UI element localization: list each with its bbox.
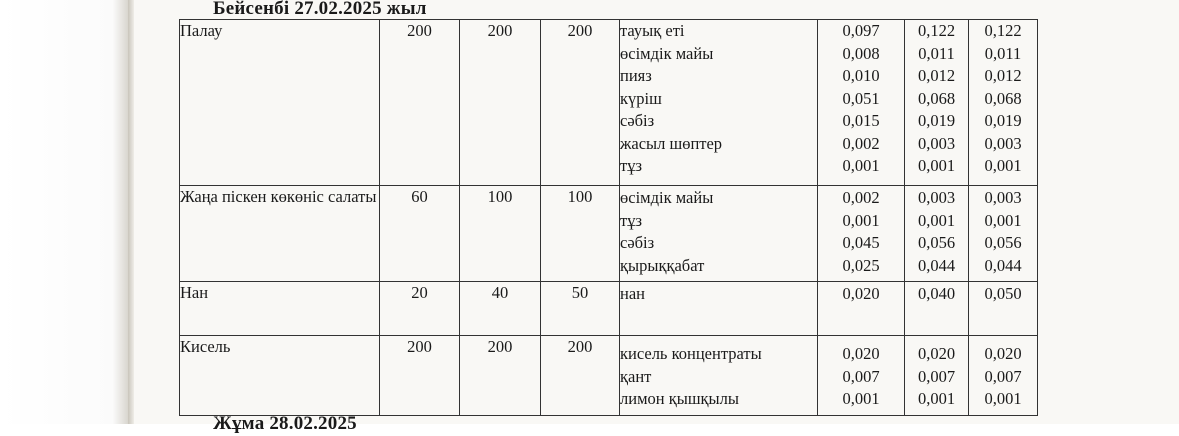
portion-n1: 200 xyxy=(380,336,460,416)
quantity-v1-cell xyxy=(818,282,905,336)
quantity-value: 0,010 xyxy=(842,66,880,85)
quantity-value: 0,001 xyxy=(842,210,880,230)
portion-n3: 100 xyxy=(541,186,620,282)
quantity-v2-cell xyxy=(905,336,969,416)
quantity-v2-cell xyxy=(905,282,969,336)
quantity-value: 0,007 xyxy=(842,366,880,386)
quantity-value: 0,003 xyxy=(917,133,956,153)
quantity-v3-cell xyxy=(969,186,1038,282)
quantity-value: 0,001 xyxy=(917,210,956,230)
dish-name: Кисель xyxy=(180,336,380,416)
portion-n3: 200 xyxy=(541,20,620,186)
quantity-value: 0,003 xyxy=(917,188,956,207)
portion-n2: 100 xyxy=(460,186,541,282)
ingredient-name: тұз xyxy=(620,210,642,230)
quantity-value: 0,040 xyxy=(917,284,956,303)
portion-n1: 20 xyxy=(380,282,460,336)
ingredients-cell xyxy=(620,282,818,336)
quantity-value: 0,015 xyxy=(842,111,880,130)
ingredient-name: лимон қышқылы xyxy=(620,389,739,408)
quantity-value: 0,001 xyxy=(984,156,1022,175)
quantity-value: 0,020 xyxy=(842,284,880,303)
quantity-value: 0,020 xyxy=(984,344,1022,363)
quantity-value: 0,003 xyxy=(984,133,1022,153)
quantity-value: 0,011 xyxy=(984,43,1022,63)
dish-name: Нан xyxy=(180,282,380,336)
portion-n2: 200 xyxy=(460,20,541,186)
ingredients-cell xyxy=(620,20,818,186)
quantity-value: 0,097 xyxy=(842,21,880,40)
quantity-value: 0,051 xyxy=(842,88,880,108)
quantity-value: 0,008 xyxy=(842,43,880,63)
quantity-v3-cell xyxy=(969,282,1038,336)
quantity-v2-cell xyxy=(905,186,969,282)
ingredient-name: сәбіз xyxy=(620,111,655,130)
quantity-value: 0,001 xyxy=(984,389,1022,408)
ingredient-name: тұз xyxy=(620,156,642,175)
quantity-value: 0,002 xyxy=(842,188,880,207)
ingredient-name: пияз xyxy=(620,66,652,85)
quantity-v1-cell xyxy=(818,186,905,282)
ingredient-name: қант xyxy=(620,366,652,386)
quantity-value: 0,002 xyxy=(842,133,880,153)
quantity-value: 0,056 xyxy=(917,233,956,252)
quantity-value: 0,025 xyxy=(842,255,880,275)
ingredient-name: өсімдік майы xyxy=(620,188,714,207)
menu-row xyxy=(180,336,1038,416)
quantity-value: 0,007 xyxy=(984,366,1022,386)
quantity-value: 0,056 xyxy=(984,233,1022,252)
quantity-v2-cell xyxy=(905,20,969,186)
menu-table xyxy=(179,19,1038,416)
quantity-value: 0,122 xyxy=(917,21,956,40)
quantity-v1-cell xyxy=(818,20,905,186)
quantity-value: 0,007 xyxy=(917,366,956,386)
quantity-v3-cell xyxy=(969,20,1038,186)
quantity-value: 0,012 xyxy=(917,66,956,85)
ingredient-name: өсімдік майы xyxy=(620,43,714,63)
ingredient-name: қырыққабат xyxy=(620,255,705,275)
dish-name: Палау xyxy=(180,20,380,186)
quantity-value: 0,019 xyxy=(917,111,956,130)
quantity-value: 0,001 xyxy=(984,210,1022,230)
quantity-v1-cell xyxy=(818,336,905,416)
ingredients-cell xyxy=(620,336,818,416)
portion-n2: 40 xyxy=(460,282,541,336)
dish-name: Жаңа піскен көкөніс салаты xyxy=(180,186,380,282)
quantity-value: 0,011 xyxy=(918,43,955,63)
background-left xyxy=(0,0,128,424)
ingredient-name: сәбіз xyxy=(620,233,655,252)
ingredient-name: кисель концентраты xyxy=(620,344,762,363)
quantity-value: 0,012 xyxy=(984,66,1022,85)
quantity-value: 0,020 xyxy=(842,344,880,363)
next-day-heading: Жұма 28.02.2025 xyxy=(213,413,357,434)
day-heading: Бейсенбі 27.02.2025 жыл xyxy=(213,0,427,19)
portion-n1: 200 xyxy=(380,20,460,186)
portion-n1: 60 xyxy=(380,186,460,282)
ingredient-name: нан xyxy=(620,284,645,303)
ingredients-cell xyxy=(620,186,818,282)
quantity-value: 0,020 xyxy=(917,344,956,363)
quantity-value: 0,001 xyxy=(917,156,956,175)
quantity-value: 0,001 xyxy=(842,156,880,175)
quantity-value: 0,068 xyxy=(917,88,956,108)
portion-n3: 50 xyxy=(541,282,620,336)
quantity-value: 0,050 xyxy=(984,284,1022,303)
ingredient-name: күріш xyxy=(620,88,662,108)
portion-n3: 200 xyxy=(541,336,620,416)
quantity-value: 0,045 xyxy=(842,233,880,252)
ingredient-name: жасыл шөптер xyxy=(620,133,723,153)
quantity-value: 0,068 xyxy=(984,88,1022,108)
quantity-value: 0,001 xyxy=(842,389,880,408)
quantity-value: 0,044 xyxy=(917,255,956,275)
quantity-value: 0,122 xyxy=(984,21,1022,40)
quantity-value: 0,044 xyxy=(984,255,1022,275)
portion-n2: 200 xyxy=(460,336,541,416)
ingredient-name: тауық еті xyxy=(620,21,685,40)
menu-row xyxy=(180,282,1038,336)
quantity-value: 0,001 xyxy=(917,389,956,408)
quantity-v3-cell xyxy=(969,336,1038,416)
quantity-value: 0,003 xyxy=(984,188,1022,207)
menu-row xyxy=(180,186,1038,282)
quantity-value: 0,019 xyxy=(984,111,1022,130)
page-fold-shadow xyxy=(128,0,134,424)
menu-row xyxy=(180,20,1038,186)
